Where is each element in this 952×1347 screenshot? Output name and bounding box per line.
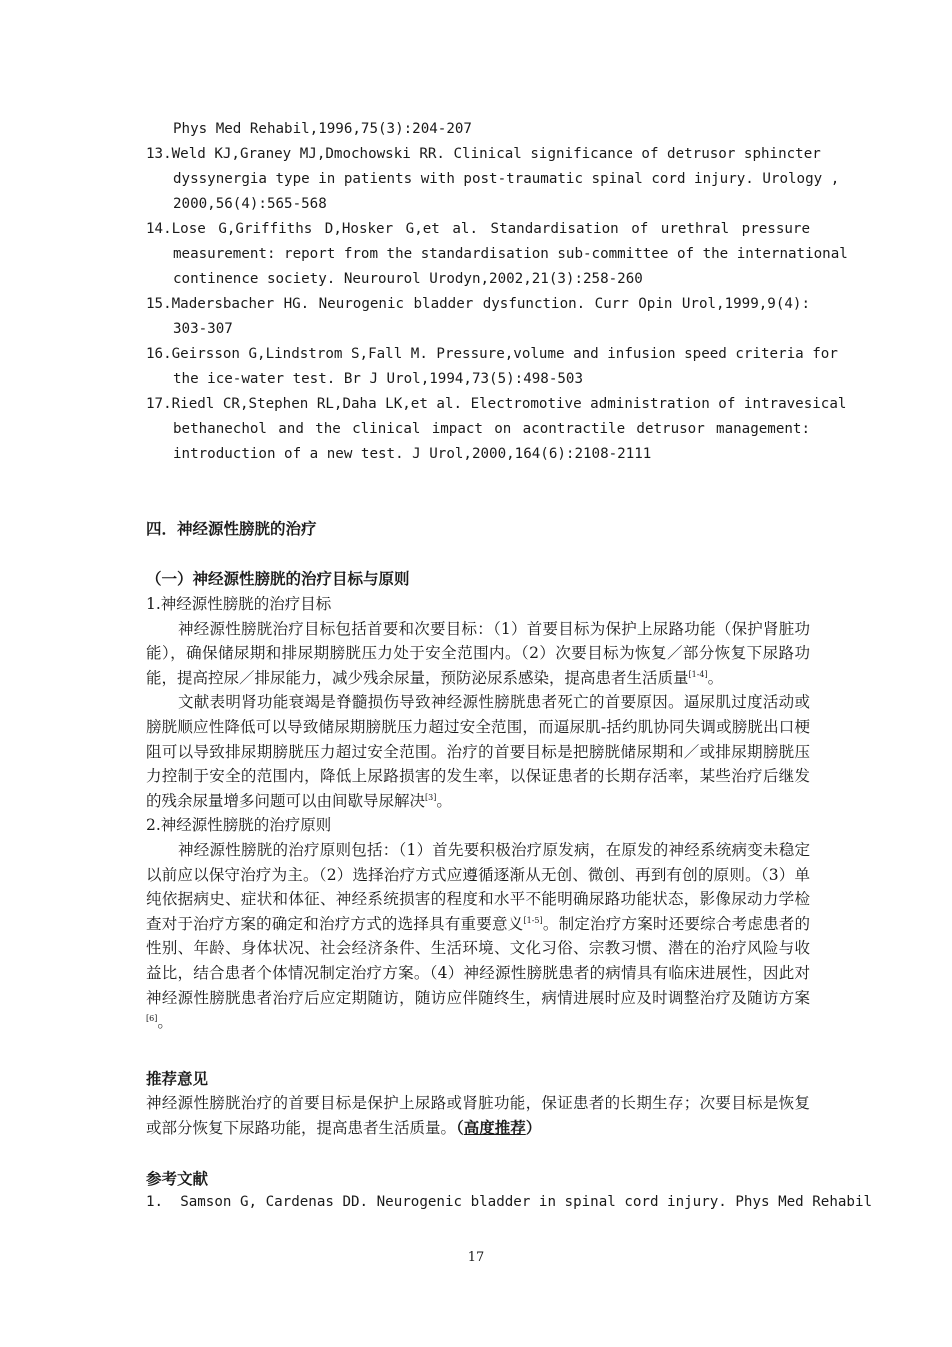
grade-label: 高度推荐 [463, 1117, 526, 1137]
paragraph-end: 。 [157, 1013, 173, 1032]
paragraph-text: 文献表明肾功能衰竭是脊髓损伤导致神经源性膀胱患者死亡的首要原因。逼尿肌过度活动或膀胱顺应性降低可以导致储尿期膀胱压力超过安全范围，而逼尿肌-括约肌协同失调或膀胱出口梗阻可以导致排尿期膀胱压力超过安全范围。治疗的首要目标是把膀胱储尿期和／或排尿期膀胱压力控制于安全的范围内，降低上尿路损害的发生率，以保证患者的长期存活率，某些治疗后继发的残余尿量增多问题可以由间歇导尿解决 [146, 693, 810, 810]
reference-line: the ice-water test. Br J Urol,1994,73(5):498-503 [173, 371, 583, 387]
recommendation-body: 神经源性膀胱治疗的首要目标是保护上尿路或肾脏功能，保证患者的长期生存；次要目标是恢复或部分恢复下尿路功能，提高患者生活质量。 [146, 1094, 810, 1137]
paragraph [146, 617, 810, 691]
subsection-title: （一）神经源性膀胱的治疗目标与原则 [146, 570, 410, 588]
reference-item [146, 117, 810, 142]
citation: [1-4] [688, 669, 708, 679]
reference-line: 16.Geirsson G,Lindstrom S,Fall M. Pressure,volume and infusion speed criteria for [146, 346, 838, 362]
references-title: 参考文献 [146, 1170, 209, 1188]
reference-line: 14.Lose G,Griffiths D,Hosker G,et al. Standardisation of urethral pressure [146, 221, 810, 237]
reference-line: bethanechol and the clinical impact on acontractile detrusor management: [173, 421, 810, 437]
reference-line: Phys Med Rehabil,1996,75(3):204-207 [173, 121, 472, 137]
goals-section [146, 592, 810, 1035]
reference-line: introduction of a new test. J Urol,2000,164(6):2108-2111 [173, 446, 652, 462]
paragraph-text: 神经源性膀胱治疗目标包括首要和次要目标：（1）首要目标为保护上尿路功能（保护肾脏功能），确保储尿期和排尿期膀胱压力处于安全范围内。（2）次要目标为恢复／部分恢复下尿路功能，提高控尿／排尿能力，减少残余尿量，预防泌尿系感染，提高患者生活质量 [146, 619, 810, 687]
paragraph-text: 神经源性膀胱的治疗原则包括：（1）首先要积极治疗原发病，在原发的神经系统病变未稳定以前应以保守治疗为主。（2）选择治疗方式应遵循逐渐从无创、微创、再到有创的原则。（3）单纯依据病史、症状和体征、神经系统损害的程度和水平不能明确尿路功能状态，影像尿动力学检查对于治疗方案的确定和治疗方式的选择具有重要意义 [146, 840, 810, 933]
section-title: 四．神经源性膀胱的治疗 [146, 520, 317, 538]
reference-item [146, 292, 810, 342]
reference-line: 2000,56(4):565-568 [173, 196, 327, 212]
reference-line: continence society. Neurourol Urodyn,2002,21(3):258-260 [173, 271, 643, 287]
reference-line: 303-307 [173, 321, 233, 337]
recommendation-text [146, 1091, 810, 1140]
reference-item [146, 217, 848, 292]
grade-open: （ [456, 1117, 464, 1137]
page-number: 17 [467, 1250, 485, 1265]
paragraph-end: 。 [707, 668, 724, 687]
reference-number: 1. [146, 1194, 164, 1210]
citation: [6] [146, 1014, 158, 1024]
reference-item [146, 142, 840, 217]
reference-line: 13.Weld KJ,Graney MJ,Dmochowski RR. Clinical significance of detrusor sphincter [146, 146, 821, 162]
reference-item [146, 392, 847, 467]
reference-line: dyssynergia type in patients with post-traumatic spinal cord injury. Urology , [173, 171, 840, 187]
paragraph [146, 690, 810, 813]
reference-text: Samson G, Cardenas DD. Neurogenic bladder in spinal cord injury. Phys Med Rehabil [180, 1194, 873, 1210]
grade-close: ） [525, 1117, 542, 1137]
item1-title: 1.神经源性膀胱的治疗目标 [146, 595, 332, 613]
paragraph-end: 。 [436, 791, 452, 810]
reference-item [146, 1190, 873, 1215]
citation: [3] [425, 792, 437, 802]
citation: [1-5] [523, 915, 543, 925]
reference-line: measurement: report from the standardisation sub-committee of the international [173, 246, 848, 262]
reference-line: 17.Riedl CR,Stephen RL,Daha LK,et al. Electromotive administration of intravesical [146, 396, 847, 412]
reference-item [146, 342, 838, 392]
paragraph [146, 838, 810, 1035]
recommendation-title: 推荐意见 [146, 1070, 209, 1088]
reference-list [146, 117, 848, 467]
recommendation-block [146, 1067, 810, 1140]
reference-line: 15.Madersbacher HG. Neurogenic bladder dysfunction. Curr Opin Urol,1999,9(4): [146, 296, 810, 312]
item2-title: 2.神经源性膀胱的治疗原则 [146, 816, 332, 835]
paragraph-text: 。制定治疗方案时还要综合考虑患者的性别、年龄、身体状况、社会经济条件、生活环境、文化习俗、宗教习惯、潜在的治疗风险与收益比，结合患者个体情况制定治疗方案。（4）神经源性膀胱患者的病情具有临床进展性，因此对神经源性膀胱患者治疗后应定期随访，随访应伴随终生，病情进展时应及时调整治疗及随访方案 [146, 914, 810, 1007]
